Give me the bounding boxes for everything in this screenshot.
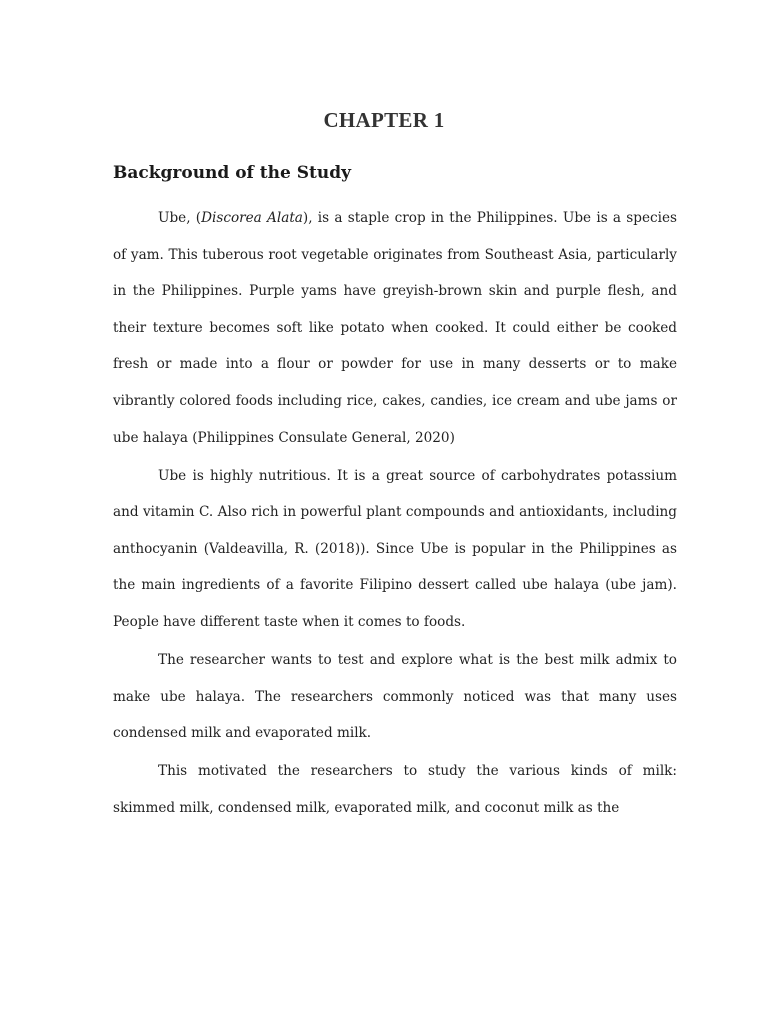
paragraph-4 bbox=[113, 753, 677, 826]
paragraph-2 bbox=[113, 458, 677, 641]
paragraph-4-text: This motivated the researchers to study the various kinds of milk: skimmed milk, condensed milk, evaporated milk, and coconut milk as the bbox=[113, 763, 677, 816]
section-heading: Background of the Study bbox=[113, 163, 351, 183]
body-text bbox=[113, 200, 677, 827]
paragraph-1-text-rest: ), is a staple crop in the Philippines. Ube is a species of yam. This tuberous root vegetable originates from Southeast Asia, particularly in the Philippines. Purple yams have greyish-brown skin and purple flesh, and their texture becomes soft like potato when cooked. It could either be cooked fresh or made into a flour or powder for use in many desserts or to make vibrantly colored foods including rice, cakes, candies, ice cream and ube jams or ube halaya (Philippines Consulate General, 2020) bbox=[113, 210, 678, 446]
chapter-title: CHAPTER 1 bbox=[323, 108, 445, 132]
paragraph-1 bbox=[113, 200, 677, 456]
scientific-name: Discorea Alata bbox=[201, 210, 303, 226]
paragraph-3 bbox=[113, 642, 677, 752]
paragraph-1-text-start: Ube, ( bbox=[158, 210, 202, 226]
paragraph-3-text: The researcher wants to test and explore what is the best milk admix to make ube halaya. The researchers commonly noticed was that many uses condensed milk and evaporated milk. bbox=[113, 652, 677, 742]
paragraph-2-text: Ube is highly nutritious. It is a great source of carbohydrates potassium and vitamin C. Also rich in powerful plant compounds and antioxidants, including anthocyanin (Valdeavilla, R. (2018)). Since Ube is popular in the Philippines as the main ingredients of a favorite Filipino dessert called ube halaya (ube jam). People have different taste when it comes to foods. bbox=[113, 467, 677, 631]
